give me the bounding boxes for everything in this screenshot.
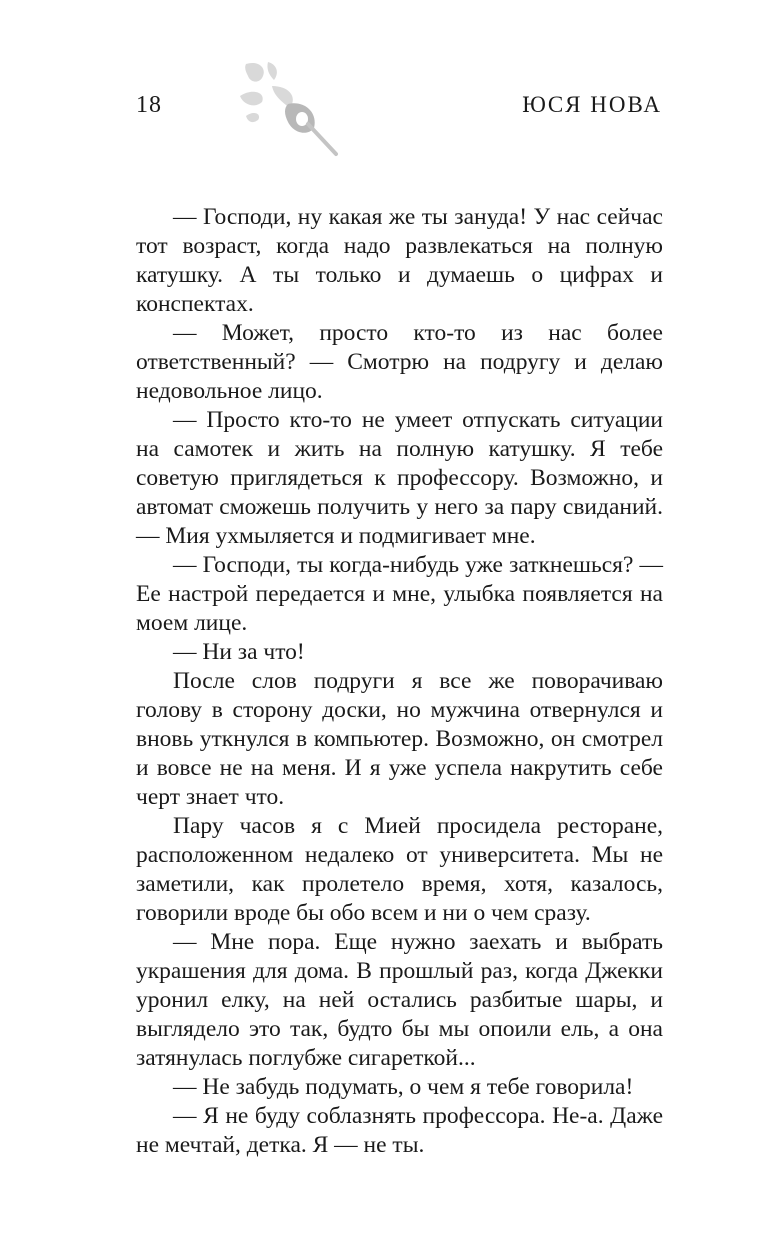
body-text bbox=[136, 203, 663, 1160]
paragraph-2: — Может, просто кто-то из нас более ответственный? — Смотрю на подругу и делаю недовольное лицо. bbox=[136, 320, 663, 404]
paragraph-10: — Я не буду соблазнять профессора. Не-а. Даже не мечтай, детка. Я — не ты. bbox=[136, 1103, 663, 1158]
paragraph-6: После слов подруги я все же поворачиваю голову в сторону доски, но мужчина отвернулся и вновь уткнулся в компьютер. Возможно, он смотрел и вовсе не на меня. И я уже успела накрутить себе черт знает что. bbox=[136, 668, 663, 810]
running-head: ЮСЯ НОВА bbox=[522, 92, 662, 117]
paragraph-5: — Ни за что! bbox=[173, 639, 305, 665]
paragraph-1: — Господи, ну какая же ты зануда! У нас сейчас тот возраст, когда надо развлекаться на полную катушку. А ты только и думаешь о цифрах и конспектах. bbox=[136, 204, 663, 317]
paragraph-4: — Господи, ты когда-нибудь уже заткнешься? — Ее настрой передается и мне, улыбка появляется на моем лице. bbox=[136, 552, 663, 636]
leaves-ornament-icon bbox=[232, 56, 344, 160]
paragraph-7: Пару часов я с Мией просидела ресторане, расположенном недалеко от университета. Мы не заметили, как пролетело время, хотя, казалось, говорили вроде бы обо всем и ни о чем сразу. bbox=[136, 813, 663, 926]
paragraph-9: — Не забудь подумать, о чем я тебе говорила! bbox=[173, 1074, 634, 1100]
paragraph-3: — Просто кто-то не умеет отпускать ситуации на самотек и жить на полную катушку. Я тебе советую приглядеться к профессору. Возможно, и автомат сможешь получить у него за пару свиданий. — Мия ухмыляется и подмигивает мне. bbox=[136, 407, 663, 549]
page-number: 18 bbox=[136, 92, 162, 118]
paragraph-8: — Мне пора. Еще нужно заехать и выбрать украшения для дома. В прошлый раз, когда Джекки уронил елку, на ней остались разбитые шары, и выглядело это так, будто бы мы опоили ель, а она затянулась поглубже сигареткой... bbox=[136, 929, 663, 1071]
